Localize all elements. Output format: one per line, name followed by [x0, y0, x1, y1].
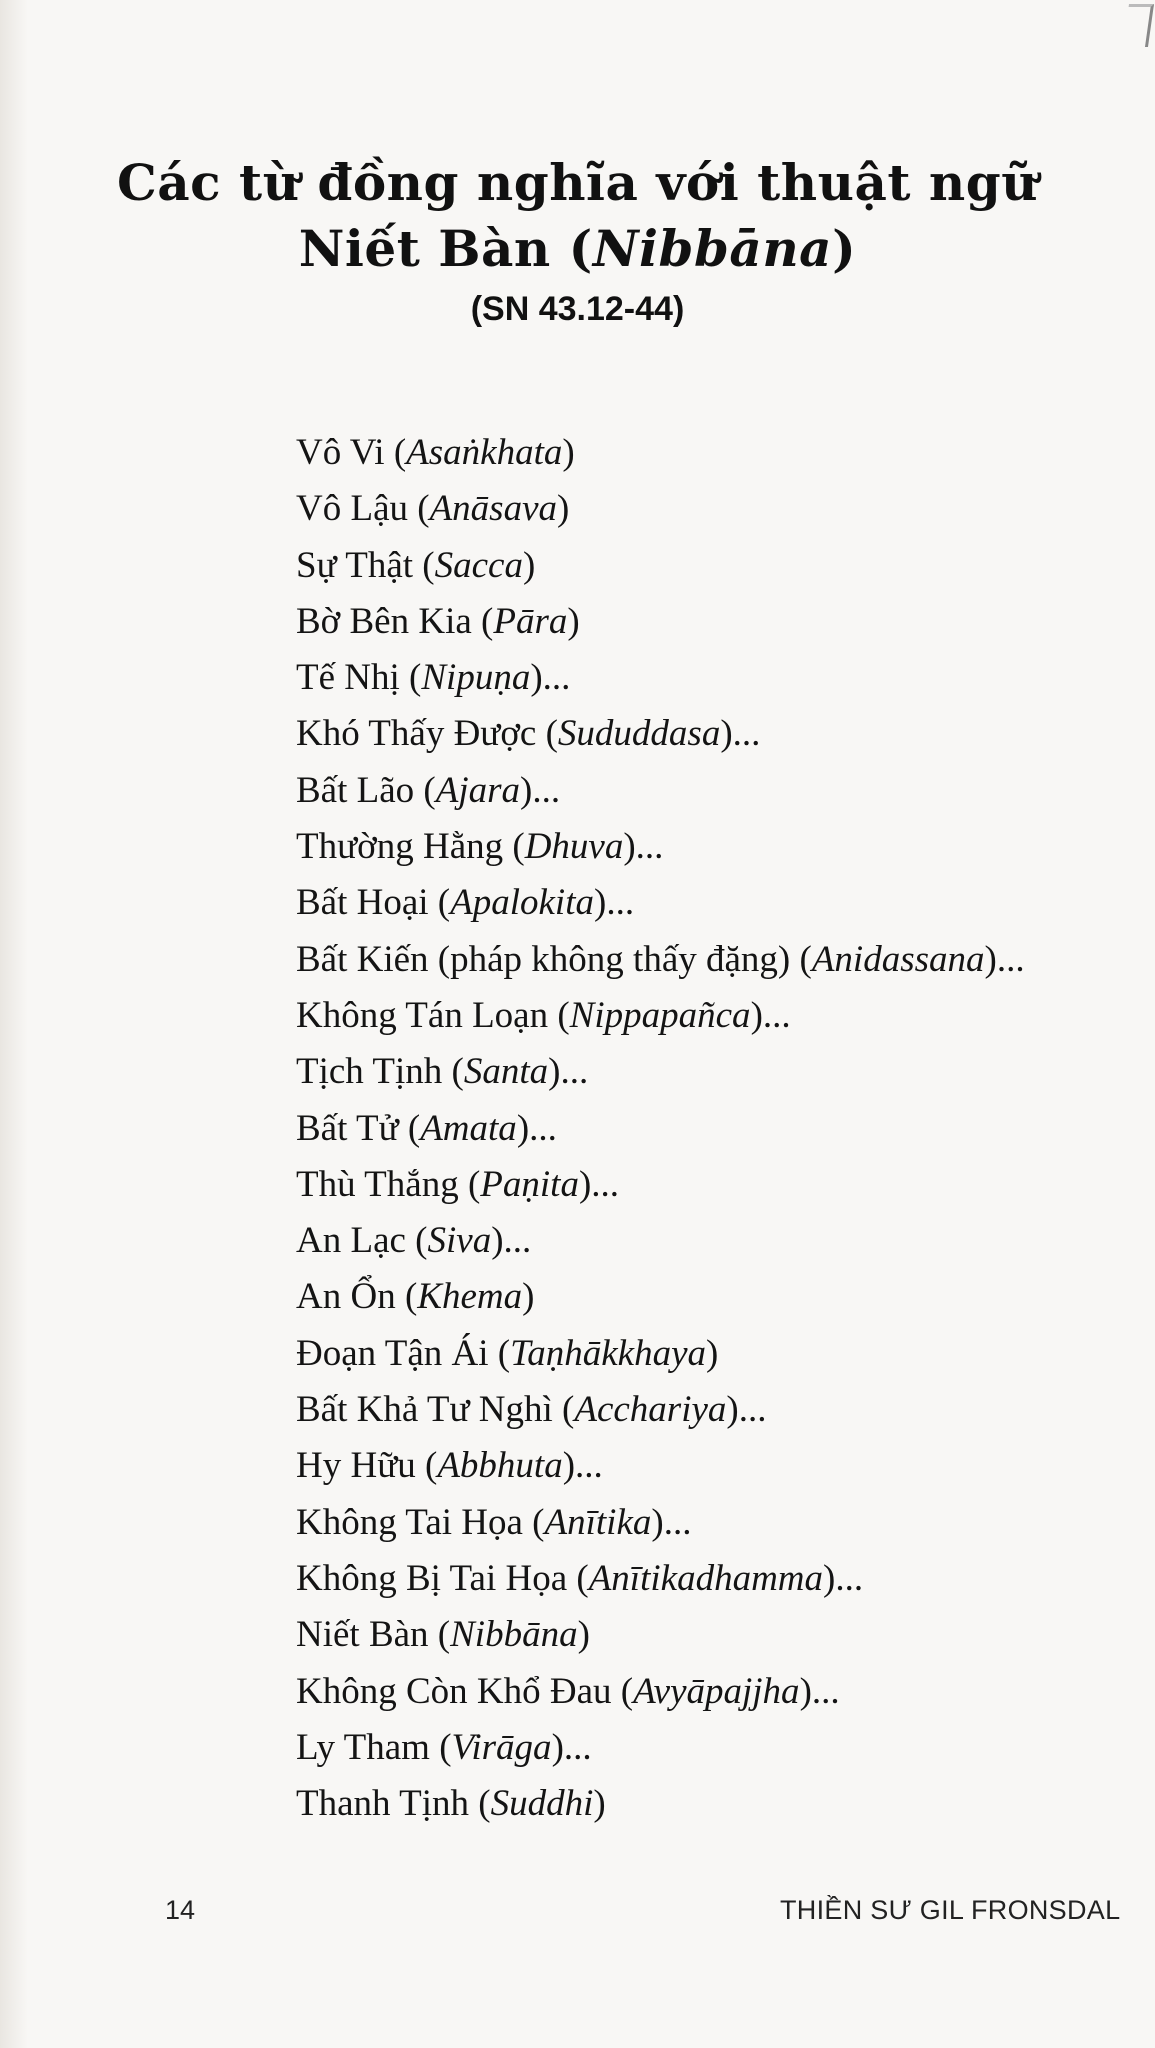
synonym-pali: Dhuva: [524, 826, 624, 868]
synonym-pali: Pāra: [493, 600, 568, 642]
synonym-closing: )...: [551, 1726, 592, 1768]
synonym-item: [296, 1438, 1025, 1494]
synonym-pali: Ajara: [435, 769, 521, 811]
synonym-closing: ): [567, 600, 580, 642]
synonym-item: [296, 1495, 1025, 1551]
synonym-pali: Avyāpajjha: [633, 1670, 800, 1712]
synonym-closing: ): [562, 432, 575, 473]
synonym-closing: ): [557, 488, 570, 530]
page-corner-mark: [1123, 4, 1154, 47]
synonym-pali: Virāga: [451, 1726, 552, 1768]
synonym-item: [296, 875, 1025, 931]
sutta-reference: (SN 43.12-44): [470, 290, 685, 328]
synonym-item: [296, 1382, 1025, 1438]
synonym-closing: )...: [750, 994, 791, 1036]
synonym-vietnamese: Niết Bàn (: [296, 1614, 451, 1656]
synonym-item: [296, 932, 1025, 988]
synonym-item: [296, 1157, 1025, 1213]
synonym-item: [296, 1326, 1025, 1382]
synonym-closing: )...: [799, 1670, 840, 1712]
synonym-closing: )...: [578, 1163, 620, 1205]
synonym-vietnamese: Bất Khả Tư Nghì (: [296, 1389, 575, 1431]
synonym-closing: )...: [720, 713, 761, 755]
synonym-vietnamese: Tế Nhị (: [296, 657, 422, 699]
synonym-pali: Anītikadhamma: [588, 1557, 824, 1599]
synonym-item: [296, 594, 1025, 650]
synonym-item: [296, 763, 1025, 819]
synonym-item: [296, 706, 1025, 762]
synonym-vietnamese: Vô Lậu (: [296, 488, 430, 530]
synonym-pali: Nibbāna: [450, 1614, 578, 1656]
synonym-item: [296, 1720, 1025, 1776]
synonym-vietnamese: Bất Lão (: [296, 769, 436, 811]
synonym-pali: Santa: [463, 1051, 549, 1093]
synonym-vietnamese: Không Tán Loạn (: [296, 994, 570, 1036]
synonym-closing: )...: [562, 1445, 603, 1487]
synonym-closing: )...: [823, 1557, 864, 1599]
synonym-closing: )...: [594, 882, 635, 924]
synonym-pali: Siva: [427, 1220, 492, 1262]
synonym-item: [296, 1269, 1025, 1325]
synonym-item: [296, 1101, 1025, 1157]
synonym-vietnamese: Bất Hoại (: [296, 882, 451, 924]
synonym-item: [296, 481, 1025, 537]
synonym-item: [296, 988, 1025, 1044]
synonym-pali: Khema: [417, 1276, 523, 1318]
synonym-closing: )...: [491, 1220, 532, 1262]
synonym-item: [296, 538, 1025, 594]
title-line-2: [0, 216, 1155, 282]
synonym-item: [296, 1664, 1025, 1720]
synonym-vietnamese: Thù Thắng (: [296, 1163, 481, 1205]
synonym-vietnamese: Sự Thật (: [296, 544, 435, 586]
synonym-closing: )...: [623, 826, 664, 868]
synonym-closing: )...: [651, 1501, 692, 1543]
synonym-vietnamese: Bất Tử (: [296, 1107, 421, 1149]
synonym-closing: )...: [520, 769, 561, 811]
title-pali-term: Nibbāna: [592, 219, 833, 278]
synonym-closing: ): [522, 544, 536, 586]
synonym-closing: )...: [516, 1107, 557, 1149]
synonym-vietnamese: Vô Vi (: [296, 432, 407, 473]
synonym-list: [296, 425, 1025, 1832]
synonym-pali: Anidassana: [811, 938, 985, 980]
synonym-closing: )...: [530, 657, 571, 699]
synonym-pali: Nippapañca: [569, 994, 751, 1036]
synonym-pali: Sacca: [434, 544, 523, 586]
synonym-pali: Sududdasa: [557, 713, 721, 755]
synonym-item: [296, 1776, 1025, 1832]
synonym-vietnamese: Bờ Bên Kia (: [296, 600, 494, 642]
synonym-vietnamese: Không Tai Họa (: [296, 1501, 545, 1543]
synonym-item: [296, 819, 1025, 875]
synonym-pali: Suddhi: [490, 1783, 594, 1825]
synonym-closing: )...: [984, 938, 1025, 980]
synonym-closing: ): [577, 1614, 590, 1656]
synonym-vietnamese: Khó Thấy Được (: [296, 713, 558, 755]
synonym-pali: Amata: [420, 1107, 517, 1149]
synonym-item: [296, 1213, 1025, 1269]
synonym-vietnamese: An Ổn (: [296, 1276, 418, 1318]
synonym-closing: ): [593, 1783, 606, 1825]
synonym-vietnamese: Bất Kiến (pháp không thấy đặng) (: [296, 938, 812, 980]
synonym-item: [296, 425, 1025, 481]
synonym-closing: )...: [548, 1051, 589, 1093]
synonym-vietnamese: Tịch Tịnh (: [296, 1051, 464, 1093]
synonym-item: [296, 1607, 1025, 1663]
synonym-vietnamese: An Lạc (: [296, 1220, 428, 1262]
synonym-vietnamese: Hy Hữu (: [296, 1445, 438, 1487]
synonym-closing: )...: [726, 1389, 767, 1431]
synonym-pali: Acchariya: [574, 1389, 727, 1431]
synonym-vietnamese: Không Bị Tai Họa (: [296, 1557, 589, 1599]
synonym-pali: Paṇita: [480, 1163, 579, 1205]
synonym-pali: Abbhuta: [437, 1445, 563, 1487]
synonym-vietnamese: Thanh Tịnh (: [296, 1783, 491, 1825]
page-number: 14: [165, 1895, 196, 1925]
synonym-closing: ): [706, 1332, 719, 1374]
synonym-pali: Nipuṇa: [421, 657, 531, 699]
synonym-closing: ): [522, 1276, 535, 1318]
synonym-item: [296, 1044, 1025, 1100]
synonym-vietnamese: Ly Tham (: [296, 1726, 452, 1768]
synonym-vietnamese: Đoạn Tận Ái (: [296, 1332, 511, 1374]
synonym-pali: Anītika: [544, 1501, 652, 1543]
synonym-item: [296, 1551, 1025, 1607]
title-line-2-prefix: Niết Bàn (: [298, 219, 593, 278]
chapter-title: [0, 150, 1155, 334]
synonym-pali: Apalokita: [450, 882, 594, 924]
synonym-pali: Taṇhākkhaya: [510, 1332, 707, 1374]
running-head-author: THIỀN SƯ GIL FRONSDAL: [780, 1895, 1121, 1925]
synonym-pali: Anāsava: [429, 488, 558, 530]
synonym-vietnamese: Không Còn Khổ Đau (: [296, 1670, 634, 1712]
synonym-item: [296, 650, 1025, 706]
synonym-pali: Asaṅkhata: [406, 432, 563, 473]
title-line-2-suffix: ): [832, 219, 857, 278]
title-line-1: Các từ đồng nghĩa với thuật ngữ: [116, 153, 1039, 212]
synonym-vietnamese: Thường Hằng (: [296, 826, 525, 868]
